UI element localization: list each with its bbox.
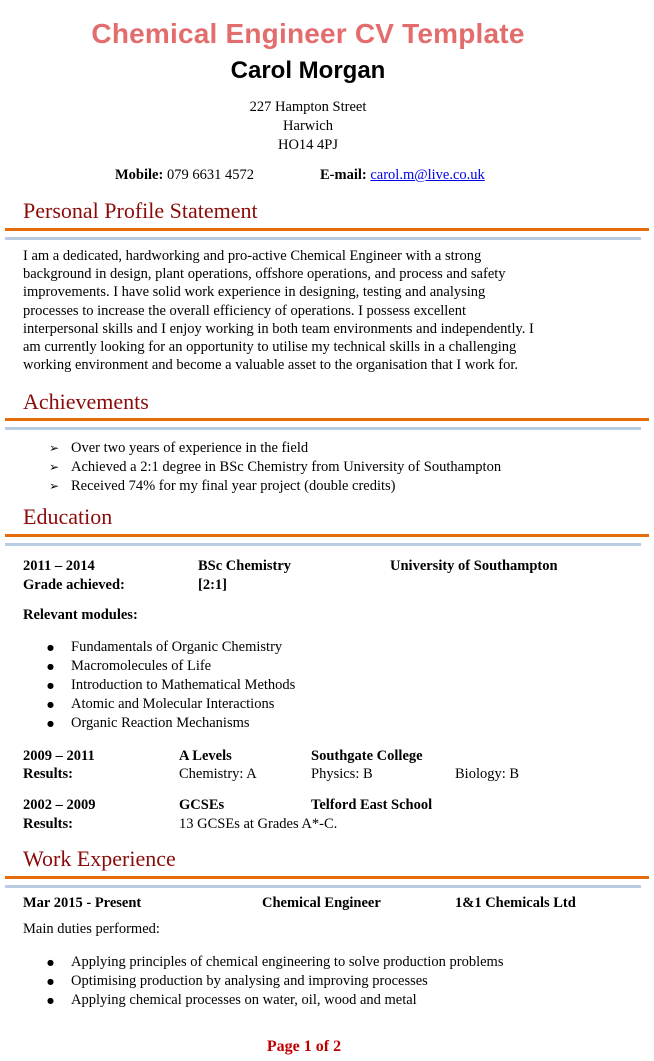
gcses-dates: 2002 – 2009 — [23, 797, 96, 813]
list-item: ● Fundamentals of Organic Chemistry — [49, 638, 295, 657]
list-item: ● Organic Reaction Mechanisms — [49, 714, 295, 733]
mobile-label: Mobile: — [115, 167, 164, 183]
list-item: ● Macromolecules of Life — [49, 657, 295, 676]
work-dates: Mar 2015 - Present — [23, 895, 142, 911]
gcses-results: 13 GCSEs at Grades A*-C. — [179, 816, 338, 832]
profile-statement — [23, 247, 603, 374]
duties-label: Main duties performed: — [23, 921, 160, 937]
address-line-3: HO14 4PJ — [277, 137, 339, 153]
address-line-1: 227 Hampton Street — [249, 99, 367, 115]
gcses-qualification: GCSEs — [179, 797, 225, 813]
work-role: Chemical Engineer — [262, 895, 381, 911]
divider-orange — [5, 534, 649, 537]
alevels-dates: 2009 – 2011 — [23, 748, 95, 764]
divider-orange — [5, 876, 649, 879]
section-title-achievements: Achievements — [23, 389, 149, 414]
profile-line: am currently looking for an opportunity to utilise my technical skills in a challenging — [23, 339, 517, 356]
section-title-education: Education — [23, 504, 113, 529]
list-item: ● Atomic and Molecular Interactions — [49, 695, 295, 714]
list-item: ● Applying principles of chemical engineering to solve production problems — [49, 953, 503, 972]
list-item: ➢ Over two years of experience in the field — [49, 439, 501, 458]
email-link[interactable]: carol.m@live.co.uk — [370, 167, 485, 183]
email-label: E-mail: — [320, 167, 367, 183]
list-item: ● Introduction to Mathematical Methods — [49, 676, 295, 695]
divider-blue — [5, 885, 641, 888]
list-item: ● Applying chemical processes on water, oil, wood and metal — [49, 991, 503, 1010]
list-item: ➢ Achieved a 2:1 degree in BSc Chemistry from University of Southampton — [49, 458, 501, 477]
alevels-result: Biology: B — [455, 766, 520, 782]
gcses-institution: Telford East School — [311, 797, 433, 813]
profile-line: background in design, plant operations, offshore operations, and process and safety — [23, 266, 506, 283]
divider-orange — [5, 418, 649, 421]
list-item: ● Optimising production by analysing and improving processes — [49, 972, 503, 991]
divider-orange — [5, 228, 649, 231]
section-title-profile: Personal Profile Statement — [23, 198, 258, 223]
document-title: Chemical Engineer CV Template — [91, 18, 525, 49]
email-row — [320, 167, 485, 184]
alevels-institution: Southgate College — [311, 748, 423, 764]
duties-list — [49, 953, 503, 1010]
profile-line: improvements. I have solid work experience in designing, testing and analysing — [23, 284, 486, 301]
list-item: ➢ Received 74% for my final year project (double credits) — [49, 477, 501, 496]
profile-line: interpersonal skills and I enjoy working in both team environments and independently. I — [23, 320, 534, 337]
work-company: 1&1 Chemicals Ltd — [455, 895, 576, 911]
section-title-work: Work Experience — [23, 846, 176, 871]
modules-label: Relevant modules: — [23, 607, 138, 623]
alevels-qualification: A Levels — [179, 748, 232, 764]
divider-blue — [5, 237, 641, 240]
divider-blue — [5, 543, 641, 546]
page-number: Page 1 of 2 — [266, 1038, 342, 1055]
profile-line: processes to increase the overall efficiency of operations. I possess excellent — [23, 302, 467, 319]
candidate-name: Carol Morgan — [230, 57, 386, 84]
degree-dates: 2011 – 2014 — [23, 558, 95, 574]
degree-institution: University of Southampton — [390, 558, 558, 574]
address-line-2: Harwich — [283, 118, 333, 134]
divider-blue — [5, 427, 641, 430]
grade-value: [2:1] — [198, 577, 227, 593]
grade-label: Grade achieved: — [23, 577, 125, 593]
mobile-row — [115, 167, 254, 184]
modules-list — [49, 638, 295, 733]
gcses-results-label: Results: — [23, 816, 73, 832]
profile-line: I am a dedicated, hardworking and pro-active Chemical Engineer with a strong — [23, 248, 482, 264]
mobile-number: 079 6631 4572 — [166, 167, 254, 183]
alevels-result: Physics: B — [311, 766, 373, 782]
alevels-result: Chemistry: A — [179, 766, 257, 782]
achievements-list — [49, 439, 501, 496]
alevels-results-label: Results: — [23, 766, 73, 782]
profile-line: working environment and become a valuable asset to the organisation that I work for. — [23, 357, 519, 374]
degree-qualification: BSc Chemistry — [198, 558, 292, 574]
